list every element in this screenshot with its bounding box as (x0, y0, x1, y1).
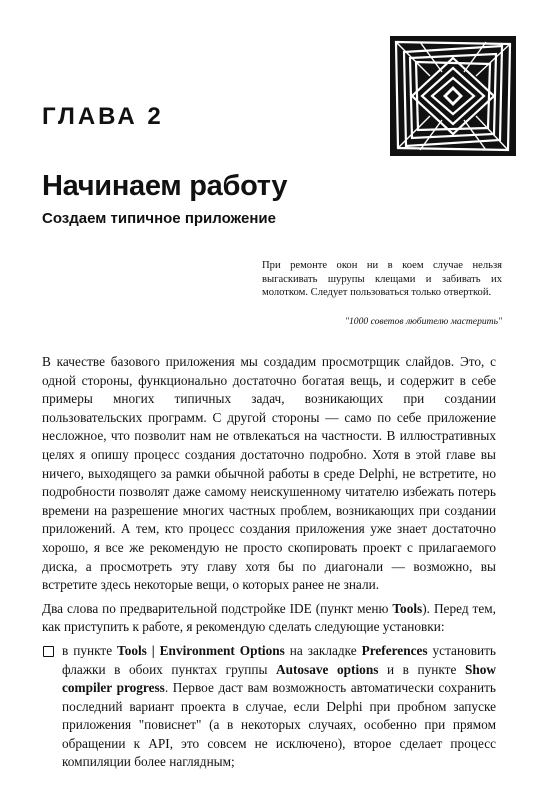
chapter-label: ГЛАВА 2 (42, 103, 164, 130)
body-text (42, 353, 496, 772)
list-text: и в пункте (378, 661, 465, 677)
list-text: установить флажки в обоих пунктах группы (62, 642, 496, 677)
epigraph-text: При ремонте окон ни в коем случае нельзя выгаскивать шурупы клещами и забивать их молотком. Следует пользоваться только отверткой. (262, 260, 502, 299)
paragraph (42, 600, 496, 637)
chapter-subtitle: Создаем типичное приложение (42, 210, 276, 227)
epigraph-source: "1000 советов любителю мастерить" (344, 316, 502, 327)
chapter-title: Начинаем работу (42, 170, 288, 202)
list-text: в пункте (62, 642, 118, 658)
checkbox-bullet-icon (43, 646, 54, 657)
menu-term: Show compiler progress (62, 661, 496, 696)
menu-term: Preferences (361, 642, 428, 658)
list-item (42, 642, 496, 772)
list-text: на закладке (284, 642, 362, 658)
chapter-ornament-icon (390, 36, 516, 156)
paragraph-text: ). Перед тем, как приступить к работе, я рекомендую сделать следующие установки: (42, 600, 496, 635)
menu-term: Autosave options (275, 661, 379, 677)
menu-term: Tools | Environment Options (117, 642, 285, 658)
menu-term: Tools (392, 600, 423, 616)
list-text: . Первое даст вам возможность автоматически сохранить последний вариант проекта в случае, если Delphi при пробном запуске приложения "повиснет" (а в некоторых случаях, особенно при прямом обращении к API, это совсем не исключено), второе сделает процесс компиляции более наглядным; (62, 680, 496, 770)
paragraph: В качестве базового приложения мы создадим просмотрщик слайдов. Это, с одной стороны, функционально достаточно богатая вещь, и содержит в себе примеры многих типичных задач, возникающих при создании пользовательских программ. С другой стороны — само по себе приложение несложное, что позволит нам не отвлекаться на частности. В иллюстративных целях я опишу процесс создания достаточно подробно. Хотя в этой главе вы ничего, выходящего за рамки обычной работы в среде Delphi, не встретите, но подробности позволят даже самому неискушенному читателю избежать потерь времени на разрешение многих частных проблем, возникающих при создании приложений. А тем, кто процесс создания приложения уже знает достаточно хорошо, я все же рекомендую не просто скопировать проект с прилагаемого диска, а просмотреть эту главу хотя бы по диагонали — возможно, вы встретите здесь некоторые вещи, о которых ранее не знали. (42, 354, 496, 593)
paragraph-text: Два слова по предварительной подстройке IDE (пункт меню (42, 600, 393, 616)
